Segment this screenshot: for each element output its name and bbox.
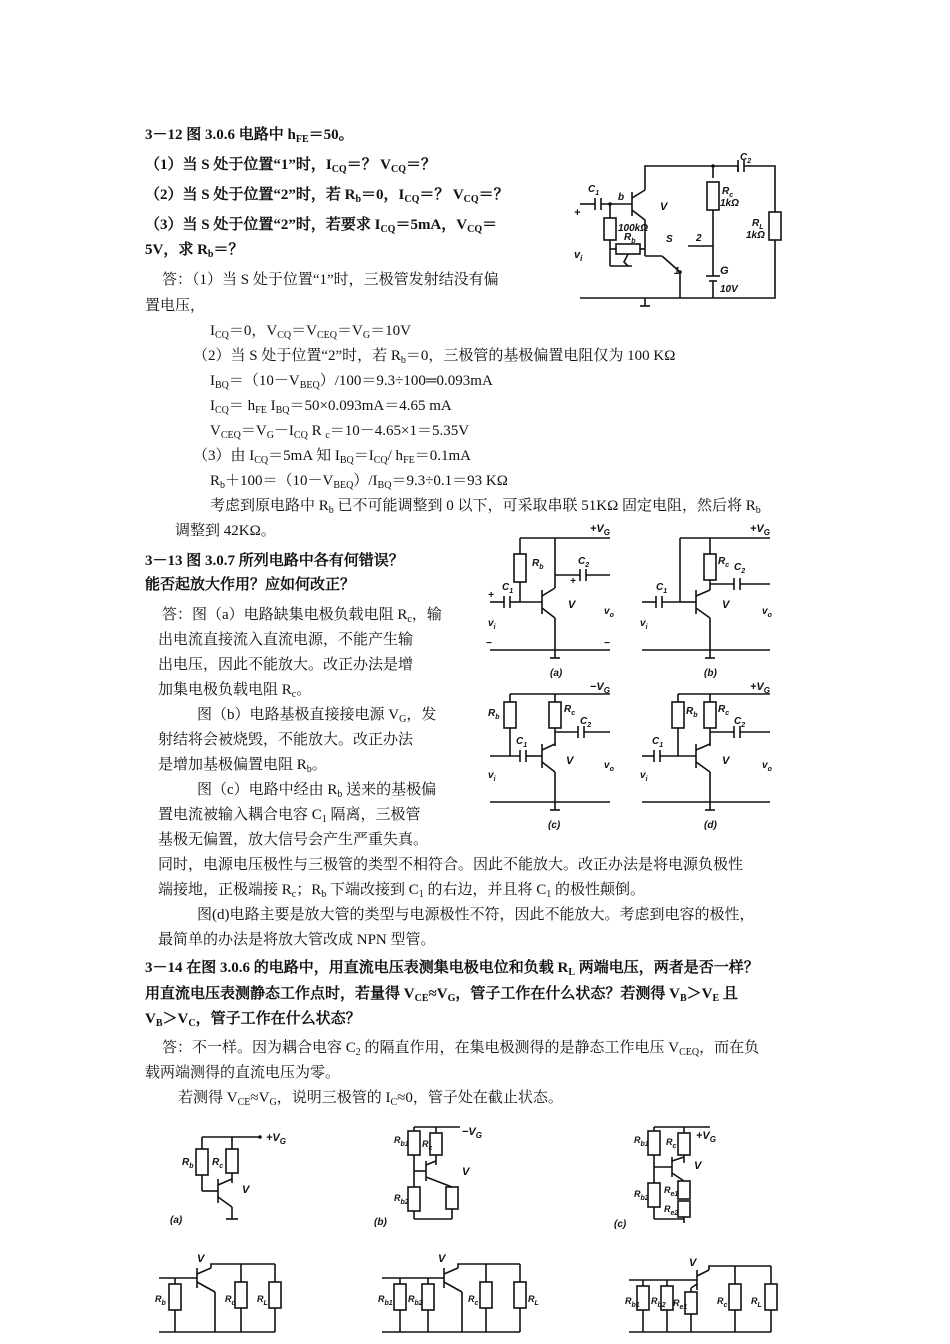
circuit-bottom-b bbox=[370, 1115, 520, 1235]
q313-line-2: 出电流直接流入直流电源，不能产生输 bbox=[158, 632, 414, 648]
svg-text:V: V bbox=[694, 1160, 702, 1172]
q314-title-3: $V_B>V_C$，管子工作在什么状态？ bbox=[145, 1011, 361, 1029]
q313-title: 3－13 图 3.0.7 所列电路中各有何错误？ bbox=[145, 553, 404, 569]
svg-text:Rb2: $R_{b2}$ bbox=[651, 1296, 666, 1309]
svg-text:+VG: $+V_G$ bbox=[696, 1130, 716, 1144]
circuit-bottom-ac-a bbox=[155, 1248, 305, 1340]
svg-text:(c): (c) bbox=[614, 1219, 627, 1230]
svg-text:1kΩ: 1kΩ bbox=[746, 230, 765, 241]
circuit-fig-3-0-7-b bbox=[630, 520, 780, 680]
svg-text:Rb1: $R_{b1}$ bbox=[394, 1135, 409, 1148]
circuit-fig-3-0-7-a bbox=[480, 520, 620, 680]
circuit-bottom-ac-c bbox=[625, 1252, 785, 1340]
circuit-bottom-c bbox=[610, 1115, 760, 1235]
svg-text:+: + bbox=[570, 576, 576, 587]
svg-text:C2: $C_2$ bbox=[578, 556, 590, 569]
q312-question-2: （2）当 S 处于位置“2”时，若 $R_b=0$，$I_{CQ}=$？ $V_{CQ}=$？ bbox=[145, 187, 509, 205]
q312-answer-1b: 置电压， bbox=[145, 298, 206, 314]
svg-text:+VG: $+V_G$ bbox=[750, 523, 770, 537]
q313-line-1: 答：图（a）电路缺集电极负载电阻 $R_c$，输 bbox=[162, 607, 442, 625]
q312-question-3-cont: 5V，求 $R_b=$？ bbox=[145, 242, 244, 260]
resistor-rc bbox=[704, 554, 716, 580]
svg-text:Rc: $R_c$ bbox=[718, 556, 730, 569]
resistor-re bbox=[446, 1187, 458, 1209]
svg-text:+VG: $+V_G$ bbox=[590, 523, 610, 537]
svg-text:Rb: $R_b$ bbox=[182, 1157, 194, 1170]
q313-line-10: 基极无偏置，放大信号会产生严重失真。 bbox=[158, 832, 429, 848]
svg-text:C2: $C_2$ bbox=[734, 562, 746, 575]
q312-answer-1: 答：（1）当 S 处于位置“1”时，三极管发射结没有偏 bbox=[162, 272, 499, 288]
q313-line-5: 图（b）电路基极直接接电源 $V_G$，发 bbox=[197, 707, 437, 725]
q313-line-8: 图（c）电路中经由 $R_b$ 送来的基极偏 bbox=[197, 782, 437, 800]
svg-text:b: b bbox=[618, 192, 625, 203]
resistor-rb bbox=[169, 1284, 181, 1310]
resistor-rb1 bbox=[408, 1131, 420, 1155]
resistor-rc bbox=[678, 1133, 690, 1155]
q313-line-11: 同时，电源电压极性与三极管的类型不相符合。因此不能放大。改正办法是将电源负极性 bbox=[158, 857, 744, 873]
svg-text:V: V bbox=[462, 1166, 470, 1178]
svg-text:Rb2: $R_{b2}$ bbox=[634, 1189, 649, 1202]
q312-answer-2b: $I_{BQ}=(10-V_{BEQ})/100=9.3\div 100═0.093mA$ bbox=[210, 373, 493, 391]
q312-answer-3d: 调整到 42KΩ。 bbox=[175, 523, 276, 539]
svg-text:(a): (a) bbox=[550, 668, 563, 679]
svg-text:C1: $C_1$ bbox=[652, 736, 664, 749]
svg-text:G: G bbox=[720, 265, 729, 277]
q312-answer-1c: $I_{CQ}=0$，$V_{CQ}=V_{CEQ}=V_G=10V$ bbox=[210, 323, 411, 341]
resistor-rc bbox=[549, 702, 561, 728]
q313-line-13: 图(d)电路主要是放大管的类型与电源极性不符，因此不能放大。考虑到电容的极性， bbox=[197, 907, 755, 923]
svg-text:V: V bbox=[197, 1253, 205, 1265]
svg-text:vo: $v_o$ bbox=[604, 760, 614, 773]
svg-text:Rc: $R_c$ bbox=[722, 186, 734, 199]
resistor-100k bbox=[604, 218, 616, 240]
svg-text:V: V bbox=[568, 599, 576, 611]
circuit-fig-3-0-7-d bbox=[630, 680, 780, 840]
svg-text:V: V bbox=[566, 755, 574, 767]
svg-text:+: + bbox=[574, 207, 581, 219]
svg-text:vo: $v_o$ bbox=[762, 760, 772, 773]
resistor-rl bbox=[769, 212, 781, 240]
resistor-rb bbox=[514, 554, 526, 582]
circuit-fig-3-0-7-c bbox=[480, 680, 620, 840]
svg-text:(a): (a) bbox=[170, 1215, 183, 1226]
resistor-rb bbox=[672, 702, 684, 728]
resistor-rl bbox=[514, 1282, 526, 1308]
resistor-rc bbox=[480, 1282, 492, 1308]
svg-text:Re1: $R_{e1}$ bbox=[664, 1185, 679, 1198]
svg-text:Rb2: $R_{b2}$ bbox=[408, 1294, 423, 1307]
svg-text:−: − bbox=[486, 638, 492, 649]
svg-text:C1: $C_1$ bbox=[502, 582, 514, 595]
q313-line-6: 射结将会被烧毁，不能放大。改正办法 bbox=[158, 732, 414, 748]
svg-text:1: 1 bbox=[674, 266, 680, 277]
resistor-rc bbox=[235, 1282, 247, 1308]
q313-line-12: 端接地，正极端接 $R_c$；$R_b$ 下端改接到 $C_1$ 的右边，并且将 $C_1$ 的极性颠倒。 bbox=[158, 882, 646, 900]
svg-text:−VG: $-V_G$ bbox=[590, 681, 610, 695]
q313-line-3: 出电压，因此不能放大。改正办法是增 bbox=[158, 657, 414, 673]
q313-line-7: 是增加基极偏置电阻 $R_b$。 bbox=[158, 757, 327, 775]
q314-title-1: 3－14 在图 3.0.6 的电路中，用直流电压表测集电极电位和负载 $R_L$ 两端电压，两者是否一样？ bbox=[145, 960, 759, 978]
svg-text:C1: $C_1$ bbox=[656, 582, 668, 595]
svg-text:S: S bbox=[666, 234, 673, 245]
resistor-rb bbox=[196, 1149, 208, 1175]
svg-text:Rb1: $R_{b1}$ bbox=[625, 1296, 640, 1309]
svg-text:RL: $R_L$ bbox=[751, 1296, 762, 1309]
resistor-rc bbox=[729, 1284, 741, 1310]
svg-text:+VG: $+V_G$ bbox=[266, 1132, 286, 1146]
q312-answer-2: （2）当 S 处于位置“2”时，若 $R_b=0$，三极管的基极偏置电阻仅为 100 KΩ bbox=[193, 348, 676, 366]
resistor-rl bbox=[269, 1282, 281, 1308]
svg-text:(d): (d) bbox=[704, 820, 717, 831]
svg-text:vo: $v_o$ bbox=[604, 606, 614, 619]
svg-text:100kΩ: 100kΩ bbox=[618, 223, 649, 234]
resistor-rl bbox=[765, 1284, 777, 1310]
svg-text:C1: $C_1$ bbox=[588, 184, 600, 197]
svg-text:C2: $C_2$ bbox=[580, 716, 592, 729]
circuit-bottom-a bbox=[160, 1125, 310, 1235]
svg-text:2: 2 bbox=[696, 233, 702, 244]
svg-text:−VG: $-V_G$ bbox=[462, 1126, 482, 1140]
q313-line-4: 加集电极负载电阻 $R_c$。 bbox=[158, 682, 312, 700]
q313-line-9: 置电流被输入耦合电容 $C_1$ 隔离，三极管 bbox=[158, 807, 421, 825]
svg-text:Rc: $R_c$ bbox=[564, 704, 576, 717]
svg-text:(b): (b) bbox=[374, 1217, 387, 1228]
resistor-rb bbox=[504, 702, 516, 728]
svg-text:C2: $C_2$ bbox=[734, 716, 746, 729]
resistor-rb1 bbox=[394, 1284, 406, 1310]
svg-text:(c): (c) bbox=[548, 820, 561, 831]
svg-text:Rc: $R_c$ bbox=[212, 1157, 224, 1170]
svg-text:V: V bbox=[689, 1257, 697, 1269]
svg-text:Rb: $R_b$ bbox=[624, 232, 636, 245]
resistor-re1 bbox=[678, 1181, 690, 1199]
svg-text:Rb: $R_b$ bbox=[488, 708, 500, 721]
q312-answer-3c: 考虑到原电路中 $R_b$ 已不可能调整到 0 以下，可采取串联 51KΩ 固定电阻，然后将 $R_b$ bbox=[210, 498, 761, 516]
circuit-bottom-ac-b bbox=[378, 1248, 553, 1340]
svg-text:vo: $v_o$ bbox=[762, 606, 772, 619]
svg-text:Rb: $R_b$ bbox=[532, 558, 544, 571]
resistor-rc bbox=[707, 182, 719, 210]
svg-text:V: V bbox=[242, 1184, 250, 1196]
potentiometer-rb bbox=[616, 244, 640, 254]
svg-text:V: V bbox=[660, 201, 668, 213]
svg-text:vi: $v_i$ bbox=[574, 249, 583, 263]
svg-text:Rc: $R_c$ bbox=[225, 1294, 236, 1307]
q312-question-3: （3）当 S 处于位置“2”时，若要求 $I_{CQ}=5mA$，$V_{CQ}=$ bbox=[145, 217, 498, 235]
svg-text:RL: $R_L$ bbox=[528, 1294, 539, 1307]
q312-answer-2c: $I_{CQ}= h_{FE}$ $I_{BQ}=50\times 0.093mA=4.65$ mA bbox=[210, 398, 452, 416]
svg-text:Rb2: $R_{b2}$ bbox=[394, 1193, 409, 1206]
q312-answer-3b: $R_b+100=(10-V_{BEQ})/I_{BQ}=9.3\div 0.1=93$ KΩ bbox=[210, 473, 508, 491]
svg-text:vi: $v_i$ bbox=[640, 770, 648, 783]
resistor-rb2 bbox=[408, 1187, 420, 1211]
resistor-rb2 bbox=[422, 1284, 434, 1310]
resistor-rb2 bbox=[648, 1183, 660, 1207]
svg-text:Rc: $R_c$ bbox=[468, 1294, 479, 1307]
svg-text:RL: $R_L$ bbox=[257, 1294, 268, 1307]
svg-text:+: + bbox=[488, 590, 494, 601]
q312-answer-3: （3）由 $I_{CQ}=5mA$ 知 $I_{BQ}=I_{CQ}/$ $h_{FE}=0.1mA$ bbox=[193, 448, 471, 466]
svg-text:Rb: $R_b$ bbox=[155, 1294, 166, 1307]
circuit-fig-3-0-6 bbox=[570, 148, 785, 316]
svg-text:Rb: $R_b$ bbox=[686, 706, 698, 719]
svg-text:Rb1: $R_{b1}$ bbox=[378, 1294, 393, 1307]
svg-text:V: V bbox=[722, 599, 730, 611]
q313-title-2: 能否起放大作用？应如何改正？ bbox=[145, 577, 356, 593]
svg-text:−: − bbox=[604, 638, 610, 649]
svg-text:Re1: $R_{e1}$ bbox=[673, 1298, 688, 1311]
svg-text:vi: $v_i$ bbox=[488, 618, 496, 631]
svg-text:Rb1: $R_{b1}$ bbox=[634, 1135, 649, 1148]
svg-text:1kΩ: 1kΩ bbox=[720, 198, 739, 209]
svg-text:vi: $v_i$ bbox=[488, 770, 496, 783]
resistor-rb1 bbox=[648, 1131, 660, 1155]
svg-text:RL: $R_L$ bbox=[752, 218, 764, 231]
q313-line-14: 最简单的办法是将放大管改成 NPN 型管。 bbox=[158, 932, 436, 948]
q314-answer-3: 若测得 $V_{CE}\approx V_G$，说明三极管的 $I_C\approx 0$，管子处在截止状态。 bbox=[178, 1090, 563, 1108]
svg-text:+VG: $+V_G$ bbox=[750, 681, 770, 695]
svg-text:10V: 10V bbox=[720, 284, 738, 295]
svg-text:vi: $v_i$ bbox=[640, 618, 648, 631]
q312-answer-2d: $V_{CEQ}=V_G-I_{CQ}$ R $_c$＝10－4.65×1＝5.35V bbox=[210, 423, 470, 441]
svg-text:Rc: $R_c$ bbox=[422, 1139, 433, 1152]
resistor-rc bbox=[226, 1149, 238, 1173]
svg-text:C1: $C_1$ bbox=[516, 736, 528, 749]
q312-title: 3－12 图 3.0.6 电路中 $h_{FE}=50$。 bbox=[145, 127, 354, 145]
q314-answer-1: 答：不一样。因为耦合电容 $C_2$ 的隔直作用，在集电极测得的是静态工作电压 $V_{CEQ}$，而在负 bbox=[162, 1040, 760, 1058]
svg-text:(b): (b) bbox=[704, 668, 717, 679]
svg-text:Rc: $R_c$ bbox=[718, 704, 730, 717]
q314-answer-2: 载两端测得的直流电压为零。 bbox=[145, 1065, 341, 1081]
resistor-rc bbox=[704, 702, 716, 728]
q312-question-1: （1）当 S 处于位置“1”时，$I_{CQ}=$？ $V_{CQ}=$？ bbox=[145, 157, 437, 175]
svg-text:Rc: $R_c$ bbox=[717, 1296, 728, 1309]
q314-title-2: 用直流电压表测静态工作点时，若量得 $V_{CE}\approx V_G$，管子工作在什么状态？若测得 $V_B>V_E$ 且 bbox=[145, 986, 738, 1004]
svg-text:Re2: $R_{e2}$ bbox=[664, 1204, 679, 1217]
svg-text:V: V bbox=[722, 755, 730, 767]
svg-text:Rc: $R_c$ bbox=[666, 1137, 677, 1150]
resistor-re2 bbox=[678, 1201, 690, 1217]
svg-text:C2: $C_2$ bbox=[740, 152, 752, 165]
svg-text:V: V bbox=[438, 1253, 446, 1265]
